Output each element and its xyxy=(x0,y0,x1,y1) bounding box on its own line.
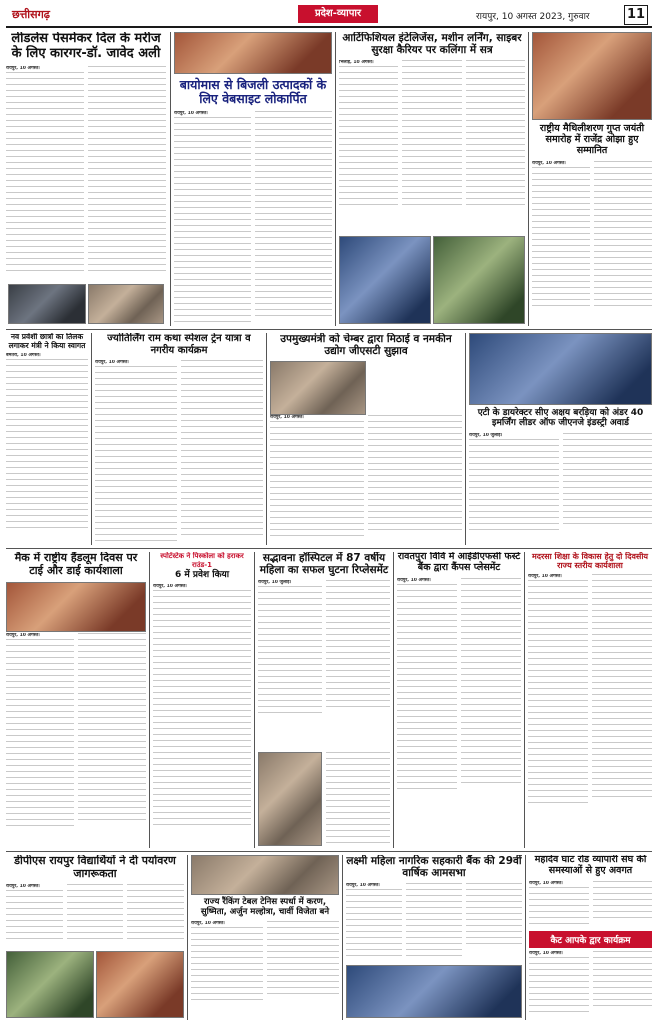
headline: लीडलेस पेसमेकर दिल के मरीज के लिए कारगर-डॉ. जावेद अली xyxy=(11,32,161,61)
article-body xyxy=(191,921,339,1001)
article-body xyxy=(6,633,146,833)
article-rawatpura xyxy=(397,552,521,848)
headline: सद्भावना हॉस्पिटल में 87 वर्षीय महिला का सफल घुटना रिप्लेसमेंट xyxy=(259,552,389,577)
doctor-photo xyxy=(8,284,86,324)
cait-banner: कैट आपके द्वार कार्यक्रम xyxy=(529,931,652,948)
dateline-lead: रायपुर, 10 जुलाई। xyxy=(258,580,292,586)
dateline-lead: रायपुर, 10 जुलाई। xyxy=(469,432,503,438)
article-body xyxy=(346,883,522,959)
dateline: रायपुर, 10 अगस्त 2023, गुरुवार xyxy=(476,12,590,22)
chamber-photo xyxy=(270,361,366,415)
dps-photo-1 xyxy=(6,951,94,1018)
article-chamber xyxy=(270,333,462,545)
award-ceremony-photo xyxy=(469,333,652,405)
dateline-lead: रायपुर, 10 अगस्त। xyxy=(397,577,431,583)
dateline-lead: रायपुर, 10 अगस्त। xyxy=(174,110,208,116)
brand-name: छत्तीसगढ़ xyxy=(12,8,50,21)
article-body xyxy=(6,884,184,944)
headline: बायोमास से बिजली उत्पादकों के लिए वेबसाइट लोकार्पित xyxy=(179,77,327,107)
dateline-lead: बेमेतरा, 10 अगस्त। xyxy=(6,353,41,359)
page-header xyxy=(6,4,652,28)
dateline-lead: रायपुर, 10 अगस्त। xyxy=(528,574,562,580)
students-photo-2 xyxy=(433,236,525,324)
article-sadbhavna xyxy=(258,552,390,848)
article-pacemaker xyxy=(6,32,166,326)
article-body xyxy=(339,60,525,210)
article-award-ca xyxy=(469,333,652,545)
article-biomass xyxy=(174,32,332,326)
patient-photo xyxy=(258,752,322,846)
article-mahadev-ghat xyxy=(529,855,652,1020)
dateline-lead: रायपुर, 10 अगस्त। xyxy=(529,880,563,886)
article-body xyxy=(529,881,652,927)
headline: डीपीएस रायपुर विद्यार्थियों ने दी पर्यावरण जागरूकता xyxy=(14,855,176,880)
article-body xyxy=(469,433,652,533)
award-photo xyxy=(532,32,652,120)
dateline-lead: रायपुर, 10 अगस्त। xyxy=(532,160,566,166)
article-body xyxy=(528,574,652,830)
page-number: 11 xyxy=(624,5,648,25)
article-body-continued xyxy=(326,752,390,846)
dateline-lead: रायपुर, 10 अगस्त। xyxy=(529,950,563,956)
article-body-cait xyxy=(529,951,652,1015)
dps-photo-2 xyxy=(96,951,184,1018)
article-sports xyxy=(153,552,251,848)
article-body xyxy=(95,360,263,542)
headline: रावतपुरा विवि में आईडीएफसी फर्स्ट बैंक द्वारा कैंपस प्लेसमेंट xyxy=(397,552,521,573)
table-tennis-photo xyxy=(191,855,339,895)
article-body xyxy=(6,66,166,276)
handloom-photo xyxy=(6,582,146,632)
newspaper-page xyxy=(6,4,652,1020)
headline: आर्टिफिशियल इंटेलिजेंस, मशीन लर्निंग, साइबर सुरक्षा कैरियर पर कलिंगा में सत्र xyxy=(342,32,522,57)
dateline-lead: भिलाई, 10 अगस्त। xyxy=(339,60,374,66)
headline: लक्ष्मी महिला नागरिक सहकारी बैंक की 29वीं वार्षिक आमसभा xyxy=(346,855,522,880)
dateline-lead: रायपुर, 10 अगस्त। xyxy=(6,884,40,890)
article-body xyxy=(153,584,251,834)
dateline-lead: रायपुर, 10 अगस्त। xyxy=(6,65,40,71)
bank-meeting-photo xyxy=(346,965,522,1018)
dateline-lead: रायपुर, 10 अगस्त। xyxy=(6,633,40,639)
article-dps xyxy=(6,855,184,1020)
biomass-event-photo xyxy=(174,32,332,74)
dateline-lead: रायपुर, 10 अगस्त। xyxy=(191,920,225,926)
article-body xyxy=(532,161,652,311)
article-handloom xyxy=(6,552,146,848)
dateline-lead: रायपुर, 10 अगस्त। xyxy=(95,360,129,365)
article-body xyxy=(397,578,521,824)
dateline-lead: रायपुर, 10 अगस्त। xyxy=(346,883,380,889)
students-photo-1 xyxy=(339,236,431,324)
headline: राज्य रैंकिंग टेबल टेनिस स्पर्धा में करण, सुष्मिता, अर्जुन मल्होत्रा, चार्वी विजेता बने xyxy=(200,897,330,917)
article-ram-katha xyxy=(95,333,263,545)
headline: एटी के डायरेक्टर सीए अक्षय बरड़िया को अंडर 40 इमर्जिंग लीडर ऑफ जीएनजे इंडस्ट्री अवार्ड xyxy=(477,408,644,429)
article-tilak xyxy=(6,333,88,545)
headline: महादेव घाट रोड व्यापारी संघ की समस्याओं से हुए अवगत xyxy=(534,855,647,876)
article-body xyxy=(270,415,462,539)
headline: ज्योतिर्लिंग राम कथा स्पेशल ट्रेन यात्रा व नगरीय कार्यक्रम xyxy=(107,333,251,356)
headline: मदरसा शिक्षा के विकास हेतु दो दिवसीय राज्य स्तरीय कार्यशाला xyxy=(531,552,649,571)
article-body xyxy=(174,111,332,323)
event-photo xyxy=(88,284,164,324)
dateline-lead: रायपुर, 10 अगस्त। xyxy=(153,584,187,590)
article-madrasa xyxy=(528,552,652,848)
dateline-lead: रायपुर, 10 अगस्त। xyxy=(270,415,304,421)
section-label: प्रदेश-व्यापार xyxy=(298,5,378,23)
headline: 6 में प्रवेश किया xyxy=(174,570,230,580)
article-maithilisharan xyxy=(532,32,652,326)
headline: राष्ट्रीय मैथिलीशरण गुप्त जयंती समारोह में राजेंद्र ओझा हुए सम्मानित xyxy=(539,123,645,156)
headline: उपमुख्यमंत्री को चेम्बर द्वारा मिठाई व नमकीन उद्योग जीएसटी सुझाव xyxy=(280,333,452,358)
article-table-tennis xyxy=(191,855,339,1020)
kicker: स्पोर्टस्टेक ने पिस्कोला को हराकर राउंड-1 xyxy=(160,552,244,569)
headline: मैक में राष्ट्रीय हैंडलूम दिवस पर टाई और डाई कार्यशाला xyxy=(14,552,138,577)
article-kalinga xyxy=(339,32,525,326)
headline: नव प्रवेशी छात्रों का तिलक लगाकर मंत्री ने किया स्वागत xyxy=(8,333,86,350)
article-laxmi-bank xyxy=(346,855,522,1020)
article-body xyxy=(6,353,88,529)
article-body xyxy=(258,580,390,720)
